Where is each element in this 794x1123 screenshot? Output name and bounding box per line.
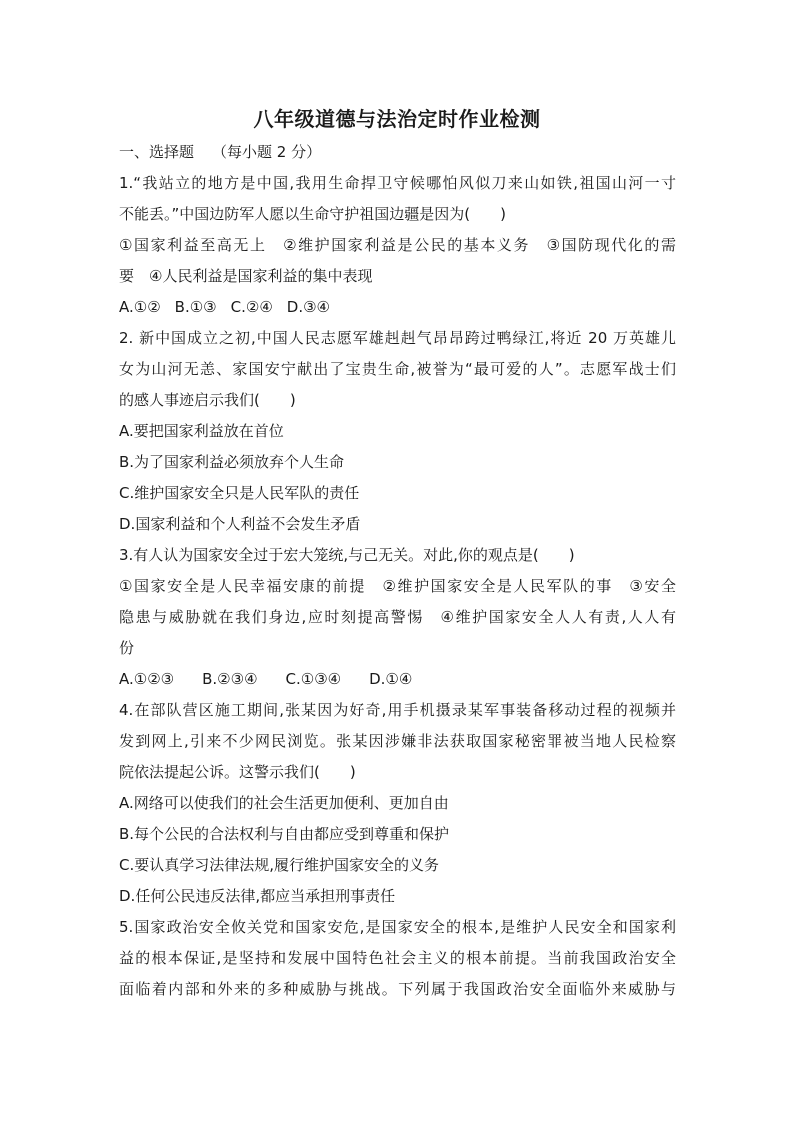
question-5 — [119, 912, 676, 1005]
question-1-choice-b: B.①③ — [174, 298, 217, 316]
question-3-choice-d: D.①④ — [369, 670, 413, 688]
question-1-choice-a: A.①② — [119, 298, 161, 316]
section-heading — [119, 137, 676, 168]
question-1-line-4: 要 ④人民利益是国家利益的集中表现 — [119, 267, 373, 285]
question-1-choice-c: C.②④ — [230, 298, 273, 316]
question-3-choice-b: B.②③④ — [202, 670, 258, 688]
question-4-line-2: 发到网上,引来不少网民浏览。张某因涉嫌非法获取国家秘密罪被当地人民检察 — [119, 732, 676, 750]
question-4-option-c: C.要认真学习法律法规,履行维护国家安全的义务 — [119, 856, 440, 874]
question-5-line-1: 5.国家政治安全攸关党和国家安危,是国家安全的根本,是维护人民安全和国家利 — [119, 918, 676, 936]
page-title: 八年级道德与法治定时作业检测 — [253, 107, 541, 131]
question-4-option-a: A.网络可以使我们的社会生活更加便利、更加自由 — [119, 794, 449, 812]
question-1 — [119, 168, 676, 323]
question-3-choice-c: C.①③④ — [285, 670, 342, 688]
question-4 — [119, 695, 676, 912]
question-3-line-2: ①国家安全是人民幸福安康的前提 ②维护国家安全是人民军队的事 ③安全 — [119, 577, 676, 595]
question-4-option-b: B.每个公民的合法权利与自由都应受到尊重和保护 — [119, 825, 450, 843]
question-1-line-3: ①国家利益至高无上 ②维护国家利益是公民的基本义务 ③国防现代化的需 — [119, 236, 676, 254]
question-2 — [119, 323, 676, 540]
question-3-choice-a: A.①②③ — [119, 670, 175, 688]
section-note: （每小题 2 分） — [212, 143, 322, 161]
question-5-line-3: 面临着内部和外来的多种威胁与挑战。下列属于我国政治安全面临外来威胁与 — [119, 980, 676, 998]
question-2-option-c: C.维护国家安全只是人民军队的责任 — [119, 484, 360, 502]
question-1-choices — [119, 292, 676, 323]
question-3-line-1: 3.有人认为国家安全过于宏大笼统,与己无关。对此,你的观点是( ) — [119, 546, 575, 564]
question-1-line-2: 不能丢。”中国边防军人愿以生命守护祖国边疆是因为( ) — [119, 205, 506, 223]
question-4-option-d: D.任何公民违反法律,都应当承担刑事责任 — [119, 887, 396, 905]
question-2-option-a: A.要把国家利益放在首位 — [119, 422, 284, 440]
question-5-line-2: 益的根本保证,是坚持和发展中国特色社会主义的根本前提。当前我国政治安全 — [119, 949, 676, 967]
question-3-line-3: 隐患与威胁就在我们身边,应时刻提高警惕 ④维护国家安全人人有责,人人有 — [119, 608, 676, 626]
document-body — [119, 137, 676, 1005]
question-2-option-b: B.为了国家利益必须放弃个人生命 — [119, 453, 345, 471]
question-2-line-3: 的感人事迹启示我们( ) — [119, 391, 296, 409]
question-1-line-1: 1.“我站立的地方是中国,我用生命捍卫守候哪怕风似刀来山如铁,祖国山河一寸 — [119, 174, 676, 192]
question-3 — [119, 540, 676, 695]
question-2-line-1: 2. 新中国成立之初,中国人民志愿军雄赳赳气昂昂跨过鸭绿江,将近 20 万英雄儿 — [119, 329, 676, 347]
question-2-option-d: D.国家利益和个人利益不会发生矛盾 — [119, 515, 361, 533]
question-3-line-4: 份 — [119, 639, 135, 657]
question-3-choices — [119, 664, 676, 695]
question-2-line-2: 女为山河无恙、家国安宁献出了宝贵生命,被誉为“最可爱的人”。志愿军战士们 — [119, 360, 676, 378]
question-4-line-1: 4.在部队营区施工期间,张某因为好奇,用手机摄录某军事装备移动过程的视频并 — [119, 701, 676, 719]
question-1-choice-d: D.③④ — [286, 298, 330, 316]
section-heading-text: 一、选择题 — [119, 143, 195, 161]
question-4-line-3: 院依法提起公诉。这警示我们( ) — [119, 763, 356, 781]
